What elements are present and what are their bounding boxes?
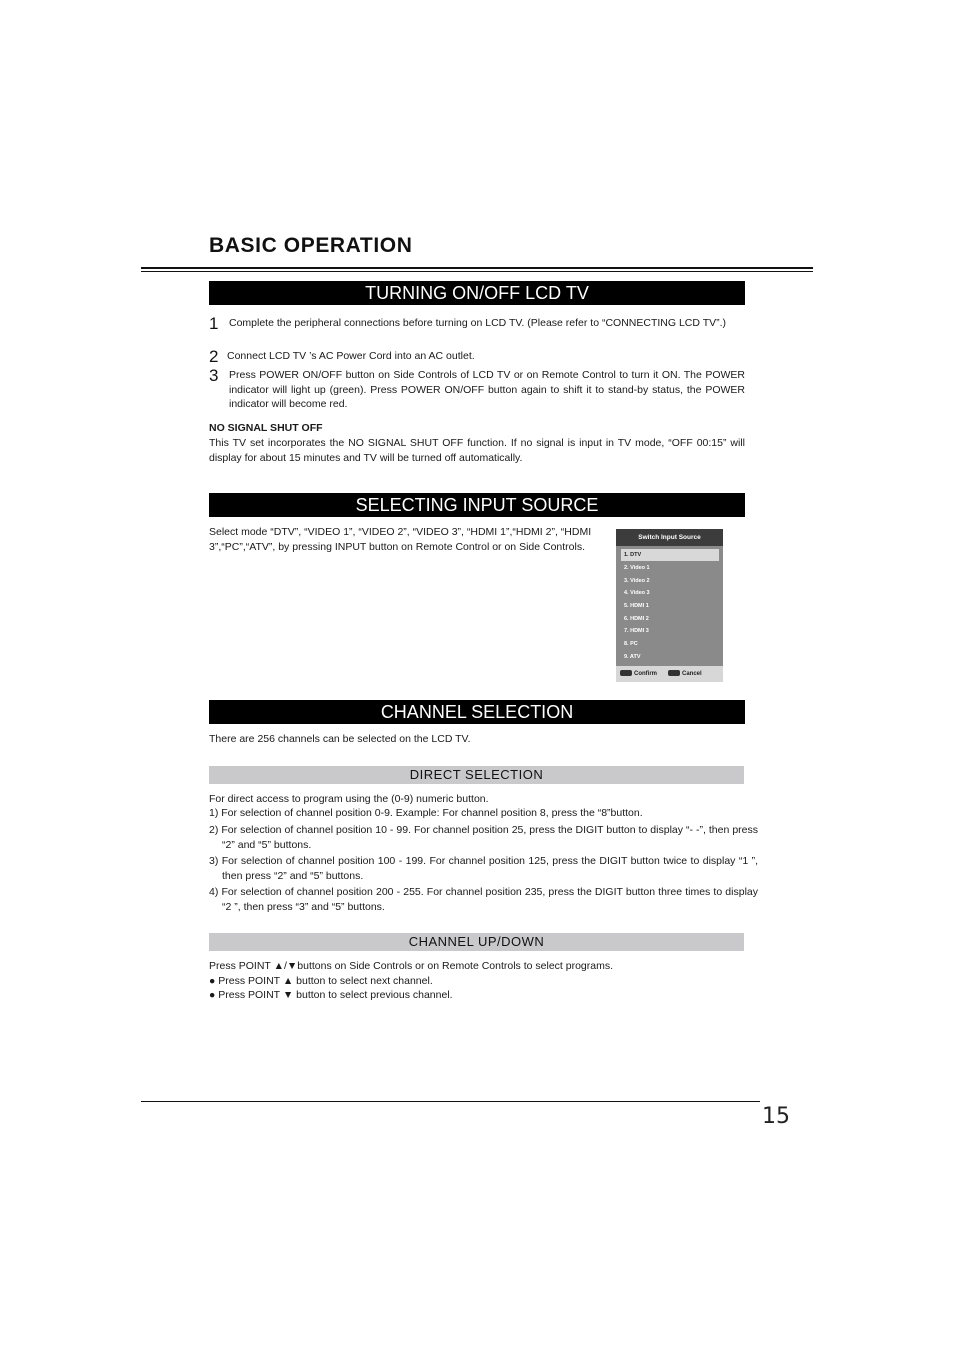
step-number-1: 1 bbox=[209, 314, 219, 333]
direct-selection-item-2: 2) For selection of channel position 10 - 99. For channel position 25, press the DIGIT button to display “- -”, then press “2” and “5” buttons. bbox=[209, 824, 758, 851]
menu-item-atv[interactable]: 9. ATV bbox=[624, 654, 641, 660]
step-number-3: 3 bbox=[209, 366, 219, 385]
channel-up-down-intro: Press POINT ▲/▼buttons on Side Controls or on Remote Controls to select programs. bbox=[209, 960, 614, 972]
confirm-label: Confirm bbox=[634, 671, 657, 677]
menu-item-video2[interactable]: 3. Video 2 bbox=[624, 578, 650, 584]
direct-selection-item-3: 3) For selection of channel position 100 - 199. For channel position 125, press the DIGIT button twice to display “1 ”, then press “2” and “5” buttons. bbox=[209, 855, 758, 882]
step-text-3: Press POWER ON/OFF button on Side Controls of LCD TV or on Remote Control to turn it ON. The POWER indicator will light up (green). Press POWER ON/OFF button again to shift it to stand-by status, the POWER indicator will become red. bbox=[229, 369, 745, 410]
menu-item-hdmi2[interactable]: 6. HDMI 2 bbox=[624, 616, 649, 622]
menu-item-dtv[interactable]: 1. DTV bbox=[621, 549, 719, 561]
confirm-hint bbox=[620, 666, 657, 682]
input-source-text: Select mode “DTV”, “VIDEO 1”, “VIDEO 2”, “VIDEO 3”, “HDMI 1”,“HDMI 2”, “HDMI 3”,“PC”,“ATV”, by pressing INPUT button on Remote Control or on Side Controls. bbox=[209, 526, 592, 553]
menu-item-video3[interactable]: 4. Video 3 bbox=[624, 590, 650, 596]
direct-selection-item-4: 4) For selection of channel position 200 - 255. For channel position 235, press the DIGIT button three times to display “2 ”, then press “3” and “5” buttons. bbox=[209, 886, 758, 913]
back-key-icon bbox=[668, 670, 680, 676]
no-signal-heading: NO SIGNAL SHUT OFF bbox=[209, 422, 323, 434]
menu-item-pc[interactable]: 8. PC bbox=[624, 641, 638, 647]
channel-down-bullet: ● Press POINT ▼ button to select previous channel. bbox=[209, 989, 453, 1001]
header-divider-thin bbox=[141, 271, 813, 272]
direct-selection-intro: For direct access to program using the (0-9) numeric button. bbox=[209, 793, 489, 805]
section-title-input-source: SELECTING INPUT SOURCE bbox=[209, 493, 745, 517]
menu-title: Switch Input Source bbox=[616, 529, 723, 546]
page-title: BASIC OPERATION bbox=[209, 234, 413, 257]
menu-footer bbox=[616, 666, 723, 682]
step-text-2: Connect LCD TV ’s AC Power Cord into an AC outlet. bbox=[227, 350, 475, 362]
cancel-label: Cancel bbox=[682, 671, 702, 677]
header-divider-thick bbox=[141, 267, 813, 269]
direct-selection-item-1: 1) For selection of channel position 0-9. Example: For channel position 8, press the “8”button. bbox=[209, 807, 643, 819]
step-number-2: 2 bbox=[209, 347, 219, 366]
section-title-turning-on-off: TURNING ON/OFF LCD TV bbox=[209, 281, 745, 305]
switch-input-source-menu bbox=[616, 529, 723, 682]
page-number: 15 bbox=[762, 1104, 790, 1129]
subsection-title-direct-selection: DIRECT SELECTION bbox=[209, 766, 744, 784]
section-title-channel-selection: CHANNEL SELECTION bbox=[209, 700, 745, 724]
channel-up-bullet: ● Press POINT ▲ button to select next channel. bbox=[209, 975, 433, 987]
menu-item-hdmi1[interactable]: 5. HDMI 1 bbox=[624, 603, 649, 609]
menu-item-video1[interactable]: 2. Video 1 bbox=[624, 565, 650, 571]
channel-intro: There are 256 channels can be selected on the LCD TV. bbox=[209, 733, 471, 745]
no-signal-text: This TV set incorporates the NO SIGNAL SHUT OFF function. If no signal is input in TV mode, “OFF 00:15” will display for about 15 minutes and TV will be turned off automatically. bbox=[209, 437, 745, 464]
step-text-1: Complete the peripheral connections before turning on LCD TV. (Please refer to “CONNECTING LCD TV”.) bbox=[229, 317, 727, 329]
footer-divider bbox=[141, 1101, 760, 1102]
menu-item-hdmi3[interactable]: 7. HDMI 3 bbox=[624, 628, 649, 634]
cancel-hint bbox=[668, 666, 702, 682]
subsection-title-channel-up-down: CHANNEL UP/DOWN bbox=[209, 933, 744, 951]
ok-key-icon bbox=[620, 670, 632, 676]
